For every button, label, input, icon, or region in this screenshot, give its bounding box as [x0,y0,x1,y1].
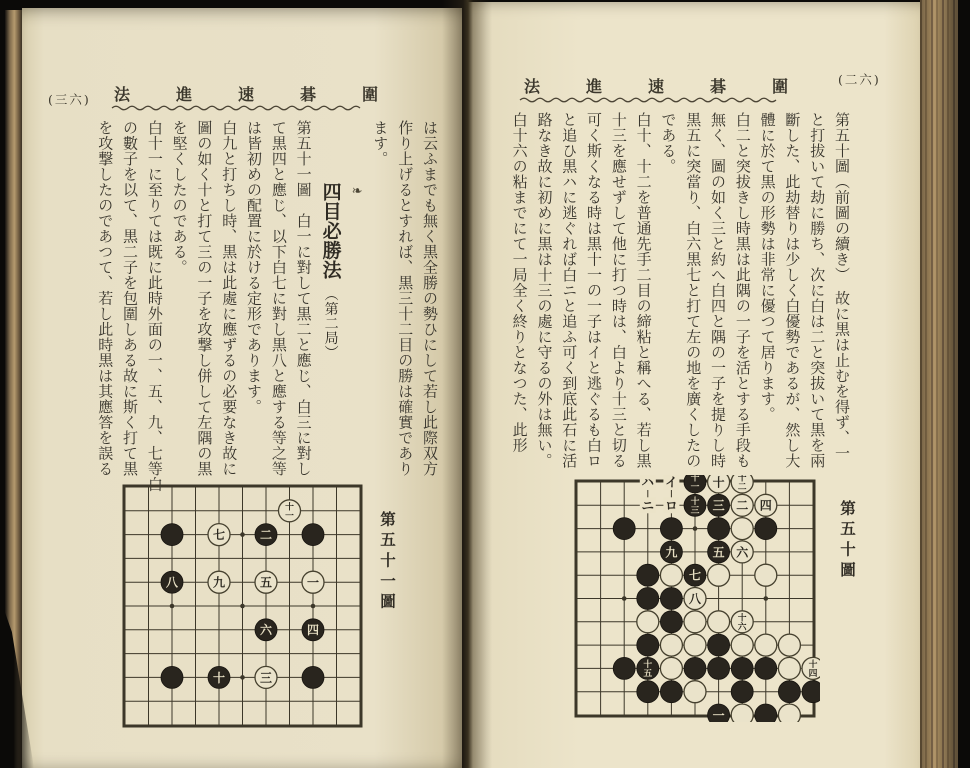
text-column: 白十六の粘までにて一局全く終りとなつた、此形 [510,112,529,453]
text-column: 白二と突拔きし時黒は此隅の一子を活とする手段も [733,112,752,469]
svg-text:四: 四 [759,498,772,513]
text-column: を攻撃したのであつて、若し此時黒は其應答を誤る [96,120,115,477]
text-column: 圖の如く十と打て三の一子を攻撃し併して左隅の黒 [195,120,214,477]
text-column: 無く、圖の如く三と約へ白四と隅の一子を提りし時 [709,112,728,469]
svg-text:十: 十 [212,670,226,685]
svg-text:十六: 十六 [737,613,747,633]
text-column: 斷した、此劫替りは少しく白優勢であるが、然し大 [783,112,802,469]
svg-text:十一: 十一 [285,502,294,522]
text-column: 黒五に突當り、白六黒七と打て左の地を廣くしたの [684,112,703,469]
svg-text:七: 七 [688,568,702,583]
text-column: は皆初めの配置に於ける定形であります。 [245,120,264,415]
svg-text:一: 一 [712,708,725,722]
text-column: は云ふまでも無く黒全勝の勢ひにして若し此際双方 [421,120,439,477]
right-page [468,2,920,768]
text-column: ます。 [371,120,390,167]
text-column: と打拔いて劫に勝ち、次に白は二と突拔いて黒を兩 [808,112,827,469]
text-column: を堅くしたのである。 [170,120,189,275]
svg-text:十一: 十一 [690,475,700,493]
header-title: 法進速碁圍 [524,77,835,96]
svg-text:八: 八 [165,575,179,590]
svg-text:三: 三 [712,498,725,513]
go-board-diagram-50 [570,475,820,726]
svg-text:四: 四 [306,623,320,638]
diagram-caption-51: 第五十一圖 [378,511,397,614]
svg-text:ニ: ニ [641,497,655,513]
svg-text:十: 十 [712,475,725,490]
svg-text:九: 九 [212,575,226,590]
svg-text:三: 三 [259,670,273,685]
svg-text:七: 七 [212,528,226,542]
text-column: 體に於て黒の形勢は非常に優つて居ります。 [758,112,777,422]
svg-text:二: 二 [736,498,749,513]
text-column: 十三を應せずして他に打つ時は、白より十三と切る [609,112,628,469]
svg-text:十三: 十三 [690,496,700,516]
text-column: である。 [659,112,678,174]
svg-text:ハ: ハ [641,475,655,490]
svg-text:六: 六 [736,545,749,560]
go-board-diagram-51 [118,480,368,736]
text-column: て黒四と應じ、以下白七に對し黒八と應する等之等 [269,120,288,477]
section-heading-column: 四目必勝法 （第二局） [319,182,342,360]
text-column: 第五十圖（前圖の續き） 故に黒は止むを得ず、一 [833,112,851,461]
svg-text:一: 一 [306,575,320,590]
svg-text:十二: 十二 [737,475,747,493]
page-number-right: (二六) [838,72,881,87]
text-column: と追ひ黒ハに逃ぐれば白ニと追ふ可く到底此石に活 [560,112,579,469]
text-column: の數子を以て、黒二子を包圍しある故に斯く打て黒 [121,120,140,477]
right-page-text [507,112,854,484]
text-column: 路なき故に初めに黒は十三の處に守るの外は無い。 [535,112,554,469]
wavy-rule [518,96,778,105]
text-column: 白十一に至りては既に此時外面の一、五、九、七等白 [145,120,164,492]
fore-edge-pages [920,0,958,768]
svg-text:イ: イ [665,475,678,490]
svg-text:九: 九 [665,545,678,560]
ornament-column: ❧ [349,184,365,200]
page-number-left: (三六) [48,92,91,107]
text-column: 可く斯くなる時は黒十一の一子はイと逃ぐるも白ロ [585,112,604,469]
svg-text:五: 五 [259,575,273,590]
diagram-caption-50: 第五十圖 [838,500,857,582]
left-page [22,8,462,768]
svg-text:ロ: ロ [665,497,678,513]
svg-text:二: 二 [259,528,273,542]
wavy-rule [110,104,362,113]
left-page-text [92,120,442,492]
svg-text:八: 八 [688,591,702,606]
svg-text:六: 六 [259,623,273,638]
svg-text:十四: 十四 [808,660,818,679]
text-column: 白十、十二を普通先手二目の締粘と稱へる、若し黒 [634,112,653,469]
text-column: 白九と打ちし時、黒は此處に應ずるの必要なき故に [220,120,239,477]
text-column: 第五十一圖 白一に對して黒二と應じ、白三に對し [294,120,313,477]
svg-text:十五: 十五 [643,660,653,679]
header-title: 法進速碁圍 [114,85,425,104]
text-column: 作り上げるとすれば、黒三十二目の勝は確實であり [396,120,415,477]
svg-text:五: 五 [712,545,725,560]
